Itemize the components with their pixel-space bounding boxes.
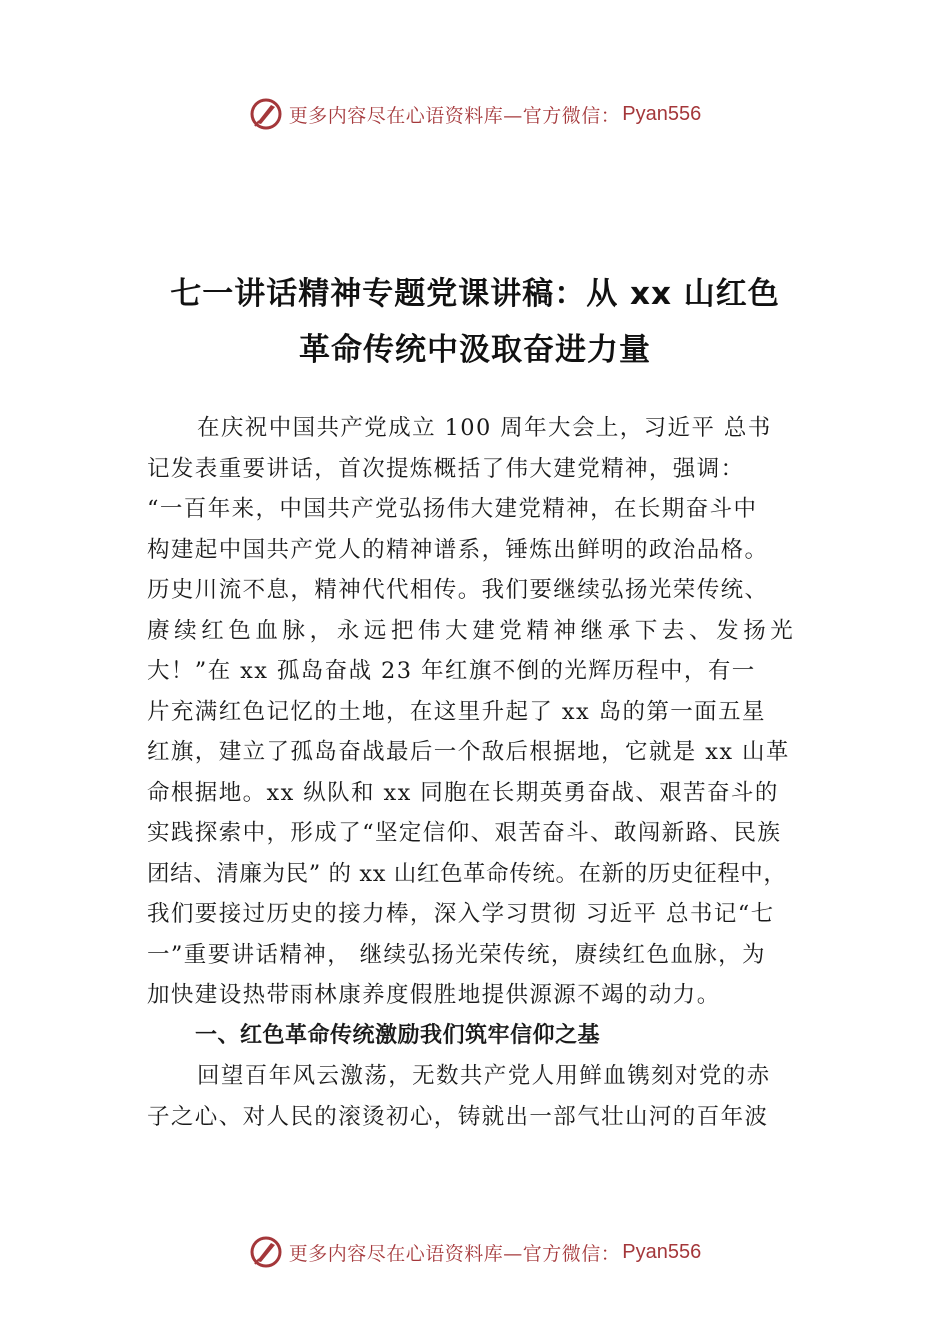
- paragraph-line: 大！”在 xx 孤岛奋战 23 年红旗不倒的光辉历程中，有一: [147, 658, 756, 684]
- quill-logo-icon: [249, 1235, 283, 1269]
- paragraph-line: 加快建设热带雨林康养度假胜地提供源源不竭的动力。: [147, 982, 721, 1008]
- paragraph-line: 历史川流不息，精神代代相传。我们要继续弘扬光荣传统、: [147, 577, 769, 603]
- watermark-text: 更多内容尽在心语资料库—官方微信：: [288, 104, 621, 127]
- paragraph-line: 赓续红色血脉，永远把伟大建党精神继承下去、发扬光: [147, 617, 798, 644]
- paragraph-line: 命根据地。xx 纵队和 xx 同胞在长期英勇奋战、艰苦奋斗的: [147, 779, 779, 806]
- watermark-text: 更多内容尽在心语资料库—官方微信：: [288, 1242, 621, 1265]
- paragraph-line: 片充满红色记忆的土地，在这里升起了 xx 岛的第一面五星: [147, 698, 766, 725]
- paragraph-line: 记发表重要讲话，首次提炼概括了伟大建党精神，强调：: [147, 455, 745, 482]
- paragraph-line: 团结、清廉为民” 的 xx 山红色革命传统。在新的历史征程中，: [147, 860, 787, 887]
- section-heading: 一、红色革命传统激励我们筑牢信仰之基: [195, 1022, 601, 1048]
- paragraph-line: 一”重要讲话精神， 继续弘扬光荣传统，赓续红色血脉，为: [147, 941, 766, 968]
- quill-logo-icon: [249, 97, 283, 131]
- paragraph-line: “一百年来，中国共产党弘扬伟大建党精神，在长期奋斗中: [147, 496, 758, 522]
- paragraph-line: 实践探索中，形成了“坚定信仰、艰苦奋斗、敢闯新路、民族: [147, 820, 782, 846]
- paragraph-line: 在庆祝中国共产党成立 100 周年大会上，习近平 总书: [197, 415, 772, 441]
- paragraph-line: 回望百年风云激荡，无数共产党人用鲜血镌刻对党的赤: [197, 1063, 771, 1089]
- watermark-banner-top: [0, 94, 950, 134]
- title-line-1: 七一讲话精神专题党课讲稿：从 xx 山红色: [170, 276, 780, 312]
- watermark-banner-bottom: [0, 1232, 950, 1272]
- paragraph-line: 红旗，建立了孤岛奋战最后一个敌后根据地，它就是 xx 山革: [147, 739, 790, 765]
- document-body: [147, 408, 807, 1137]
- paragraph-line: 我们要接过历史的接力棒，深入学习贯彻 习近平 总书记“七: [147, 901, 775, 927]
- document-title: [100, 266, 850, 378]
- paragraph-line: 子之心、对人民的滚烫初心，铸就出一部气壮山河的百年波: [147, 1103, 769, 1130]
- watermark-handle: Pyan556: [622, 1240, 702, 1263]
- watermark-handle: Pyan556: [622, 102, 702, 125]
- title-line-2: 革命传统中汲取奋进力量: [299, 332, 651, 368]
- paragraph-line: 构建起中国共产党人的精神谱系，锤炼出鲜明的政治品格。: [147, 536, 769, 563]
